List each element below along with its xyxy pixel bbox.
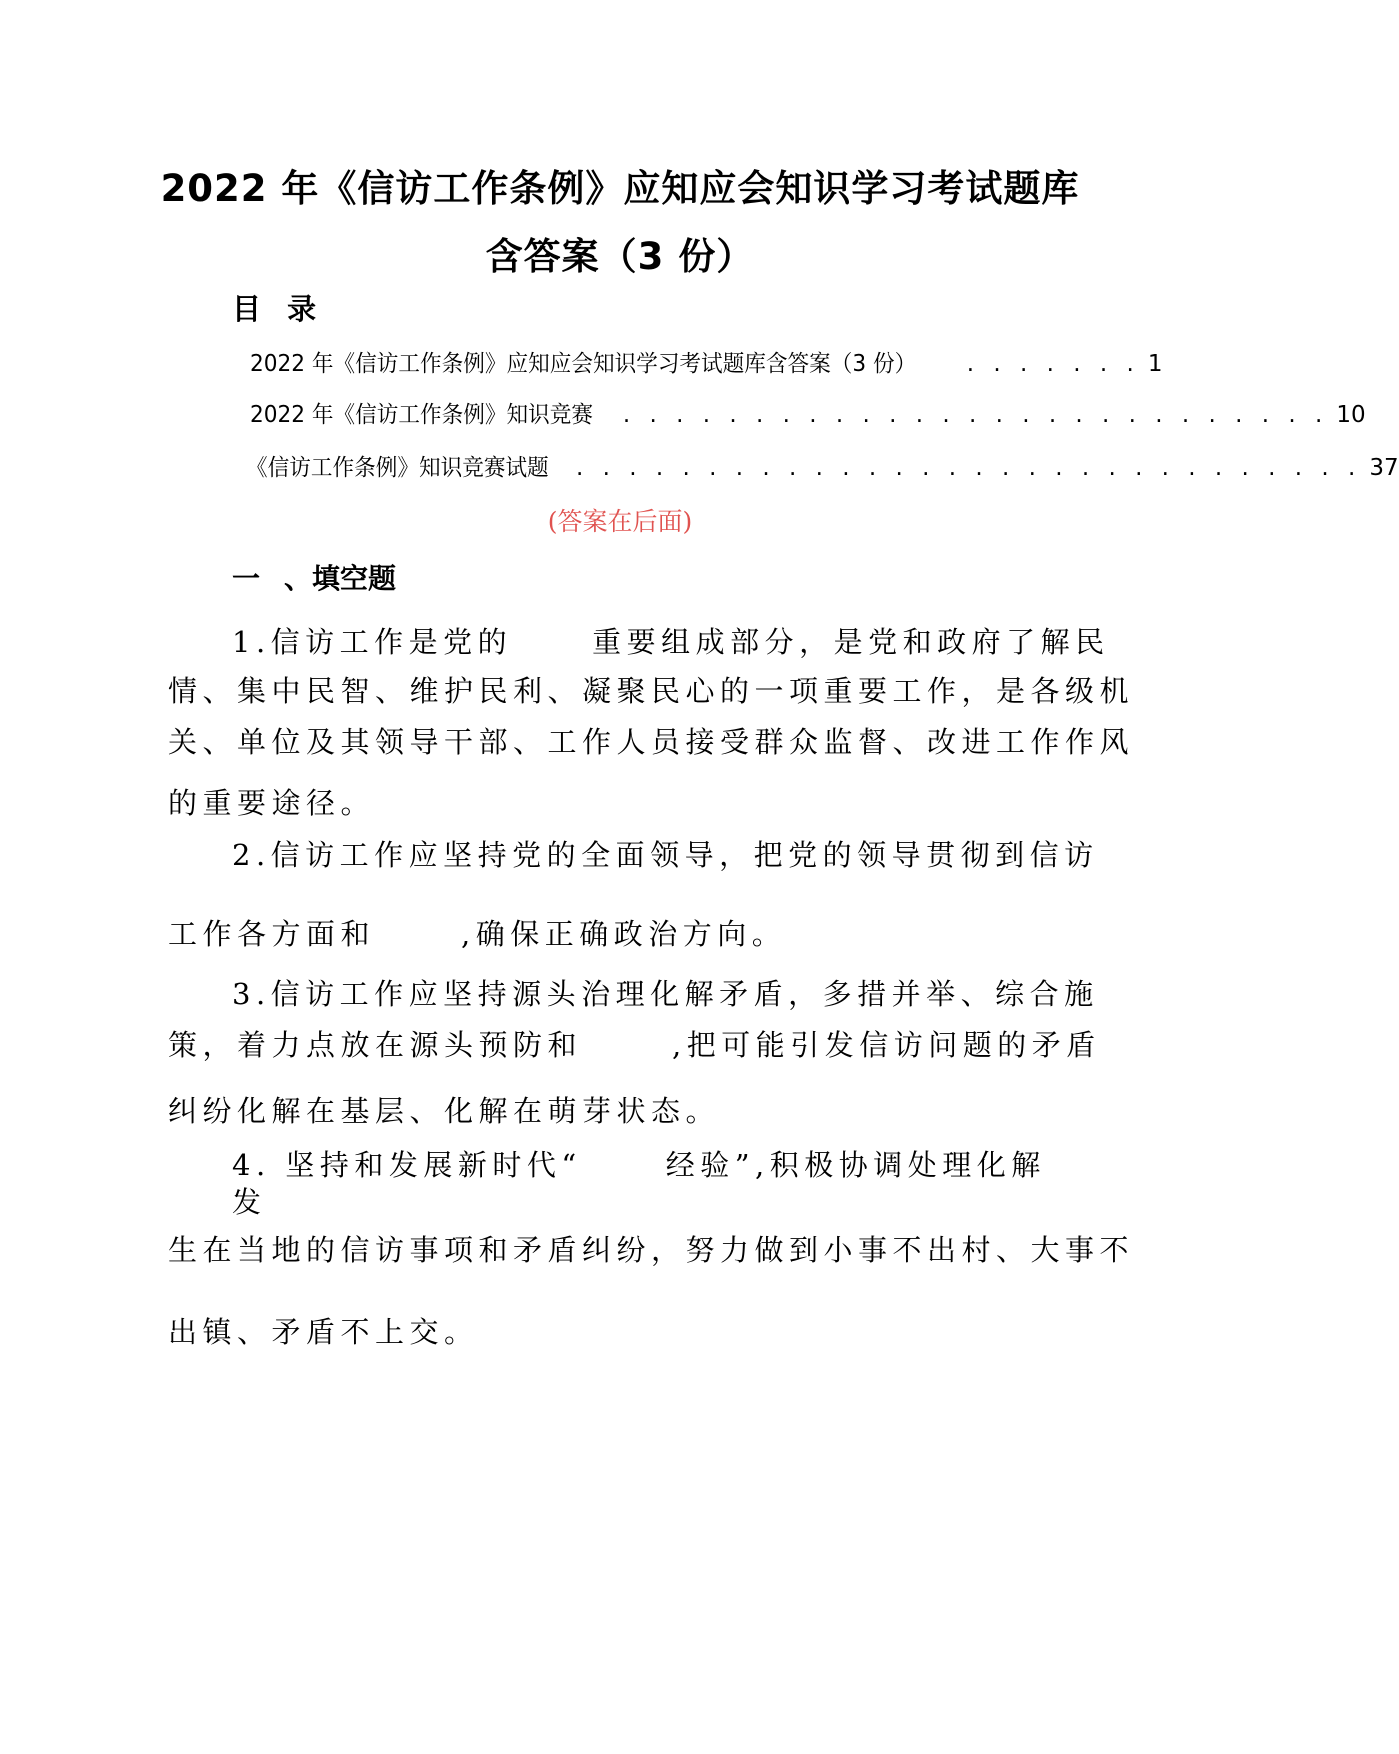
- question-4-line-1-wrap: 发: [232, 1185, 267, 1219]
- question-text: 重要组成部分，是党和政府了解民: [592, 625, 1110, 659]
- question-1-line-3: 关、单位及其领导干部、工作人员接受群众监督、改进工作作风: [168, 725, 1135, 759]
- question-text: ,确保正确政治方向。: [461, 917, 787, 951]
- question-text: ,把可能引发信访问题的矛盾: [672, 1028, 1101, 1062]
- question-1-line-4: 的重要途径。: [168, 786, 376, 820]
- question-2-line-1: 2.信访工作应坚持党的全面领导，把党的领导贯彻到信访: [232, 838, 1099, 872]
- question-text: 工作各方面和: [168, 917, 376, 951]
- section-label: 、填空题: [284, 562, 397, 595]
- toc-entry[interactable]: [246, 449, 1399, 485]
- question-3-line-2: [168, 1023, 1101, 1064]
- question-text: 1.信访工作是党的: [232, 625, 513, 659]
- toc-entry-page: 37: [1369, 455, 1399, 481]
- toc-entry-title: 2022 年《信访工作条例》应知应会知识学习考试题库含答案（3 份）: [250, 351, 917, 377]
- toc-entry-title: 2022 年《信访工作条例》知识竞赛: [250, 402, 593, 428]
- toc-entry-leader: . . . . . . .: [966, 351, 1140, 377]
- toc-entry-leader: . . . . . . . . . . . . . . . . . . . . . . . . . . . . . .: [576, 455, 1362, 481]
- toc-entry-page: 10: [1336, 402, 1366, 428]
- toc-entry[interactable]: [250, 345, 1163, 381]
- question-text: 经验”,积极协调处理化解: [665, 1148, 1046, 1182]
- question-4-line-1: [232, 1143, 1046, 1184]
- toc-entry-title: 《信访工作条例》知识竞赛试题: [246, 455, 549, 481]
- section-heading: [232, 557, 396, 597]
- question-text: 策，着力点放在源头预防和: [168, 1028, 583, 1062]
- section-number: 一: [232, 562, 271, 595]
- document-title-line-1: 2022 年《信访工作条例》应知应会知识学习考试题库: [160, 167, 1080, 210]
- question-3-line-1: 3.信访工作应坚持源头治理化解矛盾，多措并举、综合施: [232, 977, 1099, 1011]
- toc-entry-page: 1: [1147, 351, 1163, 377]
- question-1-line-2: 情、集中民智、维护民利、凝聚民心的一项重要工作，是各级机: [168, 674, 1135, 708]
- toc-entry[interactable]: [250, 396, 1366, 432]
- question-4-line-3: 出镇、矛盾不上交。: [168, 1315, 479, 1349]
- question-4-line-2: 生在当地的信访事项和矛盾纠纷，努力做到小事不出村、大事不: [168, 1233, 1135, 1267]
- question-2-line-2: [168, 912, 786, 953]
- question-1-line-1: [232, 620, 1110, 661]
- question-3-line-3: 纠纷化解在基层、化解在萌芽状态。: [168, 1094, 721, 1128]
- toc-entry-leader: . . . . . . . . . . . . . . . . . . . . . . . . . . .: [622, 402, 1329, 428]
- toc-heading: 目 录: [232, 292, 325, 326]
- answer-note: (答案在后面): [547, 507, 693, 536]
- document-title-line-2: 含答案（3 份）: [485, 235, 755, 278]
- question-text: 4. 坚持和发展新时代“: [232, 1148, 582, 1182]
